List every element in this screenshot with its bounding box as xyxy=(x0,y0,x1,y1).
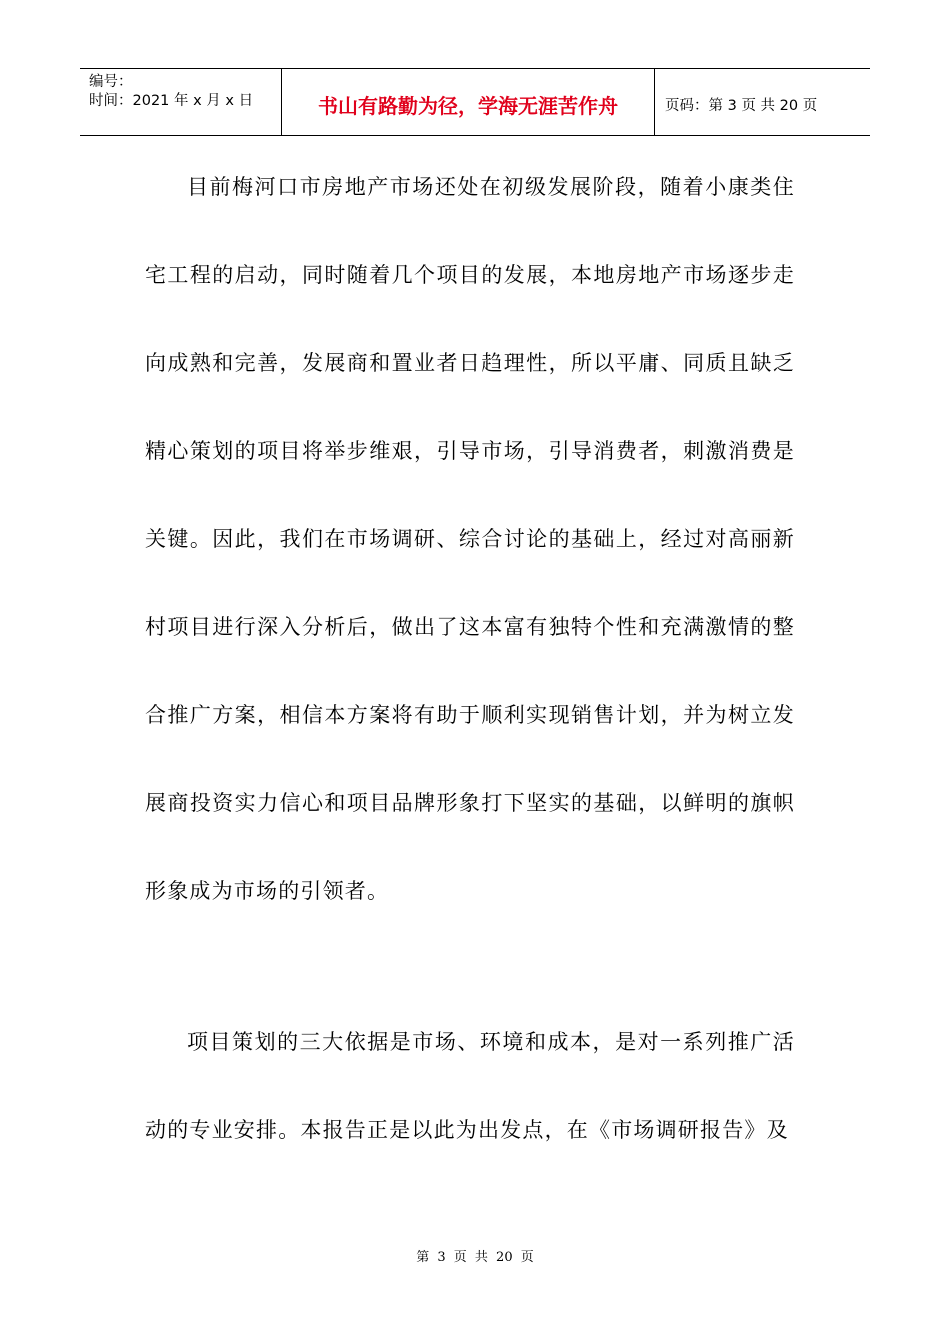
page-indicator: 页码：第 3 页 共 20 页 xyxy=(665,97,818,114)
body-paragraph-1: 目前梅河口市房地产市场还处在初级发展阶段，随着小康类住宅工程的启动，同时随着几个项目的发展，本地房地产市场逐步走向成熟和完善，发展商和置业者日趋理性，所以平庸、同质且缺乏精心策划的项目将举步维艰，引导市场，引导消费者，刺激消费是关键。因此，我们在市场调研、综合讨论的基础上，经过对高丽新村项目进行深入分析后，做出了这本富有独特个性和充满激情的整合推广方案，相信本方案将有助于顺利实现销售计划，并为树立发展商投资实力信心和项目品牌形象打下坚实的基础，以鲜明的旗帜形象成为市场的引领者。 xyxy=(145,175,795,903)
page-header xyxy=(80,68,870,136)
date-label: 时间：2021 年 x 月 x 日 xyxy=(89,93,254,109)
motto-text: 书山有路勤为径，学海无涯苦作舟 xyxy=(318,93,618,118)
page-footer: 第 3 页 共 20 页 xyxy=(416,1250,534,1265)
header-page-cell xyxy=(655,69,870,135)
header-meta-cell xyxy=(80,69,282,135)
body-paragraph-2: 项目策划的三大依据是市场、环境和成本，是对一系列推广活动的专业安排。本报告正是以此为出发点，在《市场调研报告》及 xyxy=(145,1030,795,1142)
header-motto-cell xyxy=(282,69,655,135)
code-label: 编号： xyxy=(89,74,133,90)
